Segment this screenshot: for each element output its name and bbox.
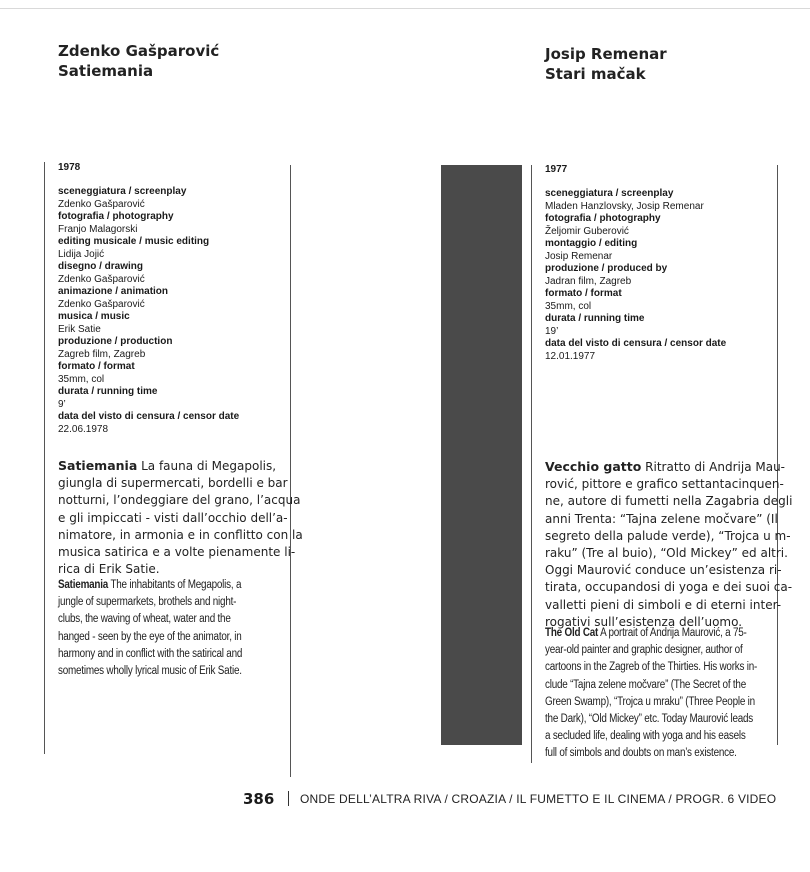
synopsis-line: rica di Erik Satie. [58, 562, 160, 577]
synopsis-line: The inhabitants of Megapolis, a [110, 579, 242, 591]
left-film-heading [58, 41, 219, 81]
synopsis-line: cartoons in the Zagreb of the Thirties. His works in- [545, 661, 758, 674]
synopsis-line: giungla di supermercati, bordelli e bar [58, 476, 288, 491]
text-line [58, 594, 288, 611]
synopsis-line: La fauna di Megapolis, [141, 459, 277, 473]
left-italian-synopsis [58, 457, 303, 578]
text-line [58, 457, 290, 475]
text-line [545, 579, 793, 596]
left-english-synopsis [58, 577, 288, 680]
text-line [545, 694, 770, 711]
text-line [58, 544, 296, 561]
credit-label: data del visto di censura / censor date [58, 411, 240, 422]
right-column-rule [531, 165, 532, 763]
text-line [58, 629, 288, 646]
text-line [545, 677, 770, 694]
synopsis-title: Satiemania [58, 458, 138, 473]
text-line [58, 492, 301, 509]
synopsis-line: the Dark), “Old Mickey” etc. Today Maurović leads [545, 713, 754, 726]
text-line [545, 642, 770, 659]
synopsis-title: Satiemania [58, 579, 109, 591]
text-line [545, 562, 782, 579]
right-edge-rule [777, 165, 778, 745]
text-line [545, 745, 770, 762]
synopsis-title: Vecchio gatto [545, 459, 642, 474]
text-line [58, 611, 288, 628]
credit-value: Franjo Malagorski [58, 223, 138, 235]
synopsis-line: clubs, the waving of wheat, water and the [58, 613, 231, 626]
synopsis-line: raku” (Tre al buio), “Old Mickey” ed altri. [545, 546, 788, 561]
synopsis-line: Green Swamp), “Trojca u mraku” (Three People in [545, 695, 755, 708]
credit-value: Željomir Guberović [545, 225, 629, 237]
synopsis-line: a secluded life, dealing with yoga and his easels [545, 730, 746, 743]
credit-label: disegno / drawing [58, 261, 144, 272]
synopsis-line: anni Trenta: “Tajna zelene močvare” (Il [545, 511, 778, 526]
right-title: Stari mačak [545, 65, 646, 83]
credit-value: 35mm, col [545, 300, 592, 312]
synopsis-line: Oggi Maurović conduce un’esistenza ri- [545, 563, 782, 578]
text-line [58, 663, 288, 680]
credit-value: Zdenko Gašparović [58, 298, 145, 310]
credit-label: sceneggiatura / screenplay [545, 188, 674, 199]
credit-value: Erik Satie [58, 323, 101, 335]
credit-value: Zdenko Gašparović [58, 198, 145, 210]
credit-label: montaggio / editing [545, 238, 638, 249]
credit-value: Zdenko Gašparović [58, 273, 145, 285]
credit-label: animazione / animation [58, 286, 169, 297]
text-line [545, 711, 770, 728]
credit-value: Jadran film, Zagreb [545, 275, 632, 287]
credit-label: sceneggiatura / screenplay [58, 186, 187, 197]
synopsis-line: clude “Tajna zelene močvare” (The Secret of the [545, 678, 746, 691]
synopsis-line: nimatore, in armonia e in conflitto con la [58, 527, 303, 542]
text-line [58, 646, 288, 663]
credit-value: 12.01.1977 [545, 350, 596, 362]
text-line [58, 577, 288, 594]
text-line [545, 597, 782, 614]
right-film-heading [545, 44, 667, 84]
credit-label: produzione / production [58, 336, 173, 347]
left-year: 1978 [58, 162, 81, 173]
credit-value: 22.06.1978 [58, 423, 109, 435]
left-column-rule [44, 162, 45, 754]
synopsis-line: A portrait of Andrija Maurović, a 75- [600, 627, 747, 639]
text-line [545, 493, 793, 510]
synopsis-line: tirata, occupandosi di yoga e dei suoi ca- [545, 580, 793, 595]
text-line [545, 528, 791, 545]
synopsis-line: musica satirica e a volte pienamente li- [58, 545, 296, 560]
top-rule [0, 8, 810, 9]
page-number: 386 [243, 790, 275, 808]
text-line [545, 458, 786, 476]
credit-label: fotografia / photography [545, 213, 661, 224]
credit-label: data del visto di censura / censor date [545, 338, 727, 349]
center-left-rule [290, 165, 291, 777]
credit-label: formato / format [545, 288, 622, 299]
credit-value: 35mm, col [58, 373, 105, 385]
synopsis-title: The Old Cat [545, 627, 599, 639]
left-director: Zdenko Gašparović [58, 42, 220, 60]
synopsis-line: rović, pittore e grafico settantacinquen- [545, 477, 784, 492]
credit-label: editing musicale / music editing [58, 236, 210, 247]
film-still-bar [441, 165, 522, 745]
credit-label: musica / music [58, 311, 130, 322]
left-title: Satiemania [58, 62, 154, 80]
credit-value: Josip Remenar [545, 250, 613, 262]
credit-value: 19’ [545, 325, 559, 337]
synopsis-line: Ritratto di Andrija Mau- [645, 460, 786, 474]
credit-value: Mladen Hanzlovsky, Josip Remenar [545, 200, 704, 212]
text-line [545, 659, 770, 676]
footer-separator [288, 791, 289, 806]
right-credits [545, 188, 726, 363]
synopsis-line: e gli impiccati - visti dall’occhio dell’a- [58, 510, 288, 525]
synopsis-line: sometimes wholly lyrical music of Erik Satie. [58, 665, 242, 678]
synopsis-line: full of simbols and doubts on man’s existence. [545, 747, 737, 760]
text-line [58, 475, 290, 492]
credit-value: Lidija Jojić [58, 248, 105, 260]
synopsis-line: harmony and in conflict with the satirical and [58, 647, 243, 660]
right-year: 1977 [545, 164, 568, 175]
running-head: ONDE DELL’ALTRA RIVA / CROAZIA / IL FUMETTO E IL CINEMA / PROGR. 6 VIDEO [300, 792, 777, 806]
credit-label: durata / running time [58, 386, 158, 397]
credit-label: fotografia / photography [58, 211, 174, 222]
credit-value: 9’ [58, 398, 66, 410]
left-credits [58, 186, 239, 436]
right-director: Josip Remenar [545, 45, 667, 63]
text-line [545, 476, 784, 493]
synopsis-line: notturni, l’ondeggiare del grano, l’acqua [58, 493, 301, 508]
credit-label: produzione / produced by [545, 263, 668, 274]
synopsis-line: jungle of supermarkets, brothels and night- [58, 596, 237, 609]
credit-label: durata / running time [545, 313, 645, 324]
synopsis-line: valletti pieni di simboli e di eterni inter- [545, 597, 782, 612]
text-line [545, 625, 770, 642]
synopsis-line: ne, autore di fumetti nella Zagabria degli [545, 494, 793, 509]
text-line [58, 561, 290, 578]
text-line [58, 510, 290, 527]
synopsis-line: hanged - seen by the eye of the animator, in [58, 630, 242, 643]
right-italian-synopsis [545, 458, 793, 631]
credit-label: formato / format [58, 361, 135, 372]
synopsis-line: segreto della palude verde), “Trojca u m- [545, 528, 791, 543]
text-line [545, 511, 778, 528]
text-line [545, 545, 788, 562]
synopsis-line: year-old painter and graphic designer, author of [545, 644, 743, 657]
right-english-synopsis [545, 625, 770, 763]
text-line [58, 527, 303, 544]
text-line [545, 728, 770, 745]
credit-value: Zagreb film, Zagreb [58, 348, 146, 360]
synopsis-line: rogativi sull’esistenza dell’uomo. [545, 614, 743, 629]
